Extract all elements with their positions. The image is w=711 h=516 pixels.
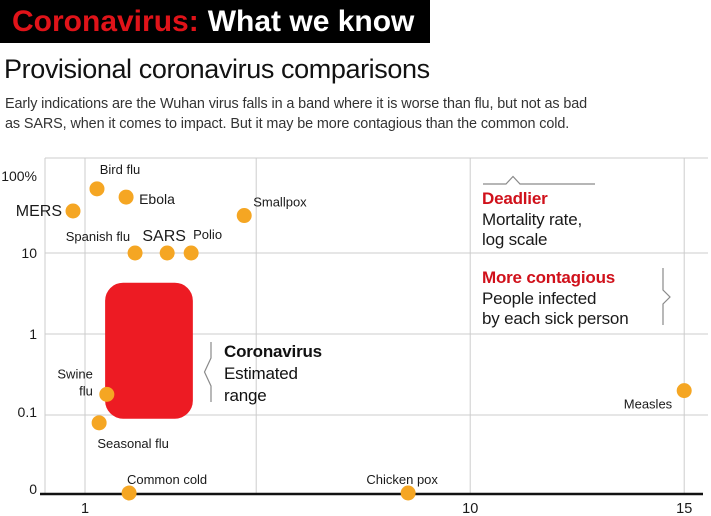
seasonal-flu-label: Seasonal flu bbox=[97, 435, 169, 451]
deadlier-title: Deadlier bbox=[482, 189, 548, 208]
x-tick-10: 10 bbox=[462, 501, 479, 516]
spanish-flu-dot bbox=[128, 246, 143, 261]
y-tick-1: 1 bbox=[29, 326, 37, 342]
more-contagious-brace bbox=[663, 268, 670, 325]
seasonal-flu-dot bbox=[92, 415, 107, 430]
coronavirus-range-label bbox=[224, 341, 322, 407]
chicken-pox-dot bbox=[401, 486, 416, 501]
spanish-flu-label: Spanish flu bbox=[65, 229, 131, 244]
deadlier-line-2: log scale bbox=[482, 230, 548, 249]
polio-label: Polio bbox=[193, 227, 223, 242]
x-tick-1: 1 bbox=[80, 501, 90, 516]
ebola-label: Ebola bbox=[139, 191, 175, 208]
y-tick-10: 10 bbox=[21, 245, 37, 261]
subtitle-line-2: as SARS, when it comes to impact. But it may be more contagious than the common cold. bbox=[5, 116, 570, 132]
swine-flu-dot bbox=[99, 387, 114, 402]
bird-flu-dot bbox=[89, 181, 104, 196]
y-tick-0: 0 bbox=[29, 481, 37, 497]
coronavirus-range-line-2: range bbox=[224, 386, 267, 405]
polio-dot bbox=[184, 246, 199, 261]
more-contagious-line-1: People infected bbox=[482, 288, 597, 308]
common-cold-label: Common cold bbox=[126, 472, 208, 487]
chart-headline: Provisional coronavirus comparisons bbox=[4, 54, 430, 84]
mers-label: MERS bbox=[15, 203, 63, 221]
annotation-deadlier bbox=[482, 189, 582, 251]
mers-dot bbox=[66, 204, 81, 219]
sars-label: SARS bbox=[142, 228, 186, 245]
y-tick-100%: 100% bbox=[1, 168, 37, 184]
coronavirus-range-box bbox=[105, 283, 193, 419]
header-title-highlight: Coronavirus: bbox=[12, 5, 199, 38]
subtitle-line-1: Early indications are the Wuhan virus falls in a band where it is worse than flu, but not as bad bbox=[5, 96, 588, 112]
annotation-more-contagious bbox=[482, 268, 628, 330]
more-contagious-title: More contagious bbox=[482, 268, 616, 287]
y-tick-0.1: 0.1 bbox=[17, 404, 37, 420]
swine-flu-label: Swine flu bbox=[57, 366, 93, 399]
coronavirus-range-title: Coronavirus bbox=[224, 342, 322, 361]
coronavirus-range-brace bbox=[205, 342, 212, 402]
coronavirus-range-line-1: Estimated bbox=[224, 364, 298, 383]
smallpox-dot bbox=[237, 208, 252, 223]
smallpox-label: Smallpox bbox=[253, 194, 307, 210]
sars-dot bbox=[160, 246, 175, 261]
deadlier-line-1: Mortality rate, bbox=[482, 209, 582, 229]
measles-dot bbox=[677, 383, 692, 398]
x-tick-15: 15 bbox=[676, 501, 693, 516]
common-cold-dot bbox=[122, 486, 137, 501]
ebola-dot bbox=[119, 190, 134, 205]
header-title-rest: What we know bbox=[207, 5, 415, 38]
header-bar bbox=[0, 0, 430, 43]
deadlier-brace bbox=[483, 177, 595, 185]
chicken-pox-label: Chicken pox bbox=[366, 472, 438, 487]
bird-flu-label: Bird flu bbox=[99, 161, 141, 177]
chart-subtitle bbox=[5, 94, 587, 134]
more-contagious-line-2: by each sick person bbox=[482, 309, 629, 328]
measles-label: Measles bbox=[623, 396, 673, 412]
